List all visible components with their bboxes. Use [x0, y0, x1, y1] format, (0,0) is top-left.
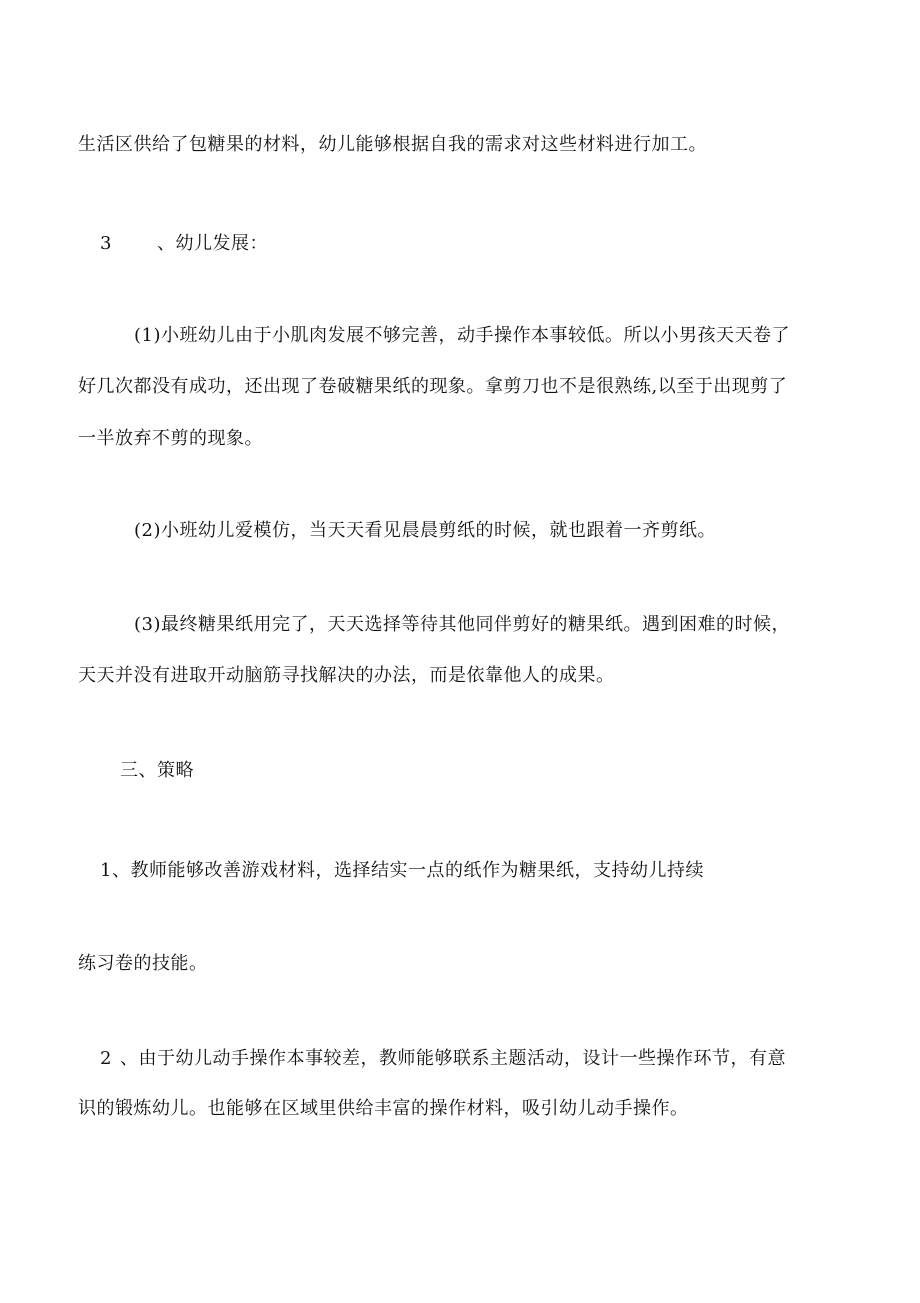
item-1-line-1: (1)小班幼儿由于小肌肉发展不够完善，动手操作本事较低。所以小男孩天天卷了	[134, 325, 790, 346]
item-3-line-2: 天天并没有进取开动脑筋寻找解决的办法，而是依靠他人的成果。	[78, 665, 615, 686]
strategy-2-line-2: 识的锻炼幼儿。也能够在区域里供给丰富的操作材料，吸引幼儿动手操作。	[78, 1098, 689, 1119]
item-3-line-1: (3)最终糖果纸用完了，天天选择等待其他同伴剪好的糖果纸。遇到困难的时候，	[134, 614, 790, 635]
heading-number: 3	[100, 233, 112, 254]
heading-child-development: 、幼儿发展：	[157, 233, 268, 254]
item-2-line-1: (2)小班幼儿爱模仿，当天天看见晨晨剪纸的时候，就也跟着一齐剪纸。	[134, 520, 716, 541]
item-1-line-2: 好几次都没有成功，还出现了卷破糖果纸的现象。拿剪刀也不是很熟练,以至于出现剪了	[78, 376, 788, 397]
strategy-1-line-1: 1、教师能够改善游戏材料，选择结实一点的纸作为糖果纸，支持幼儿持续	[100, 860, 704, 881]
strategy-2-line-1: 、由于幼儿动手操作本事较差，教师能够联系主题活动，设计一些操作环节，有意	[120, 1048, 786, 1069]
strategy-2-number: 2	[100, 1048, 112, 1069]
paragraph-materials: 生活区供给了包糖果的材料，幼儿能够根据自我的需求对这些材料进行加工。	[78, 134, 707, 155]
strategy-1-line-2: 练习卷的技能。	[78, 953, 208, 974]
item-1-line-3: 一半放弃不剪的现象。	[78, 428, 263, 449]
section-strategy-heading: 三、策略	[120, 760, 194, 781]
